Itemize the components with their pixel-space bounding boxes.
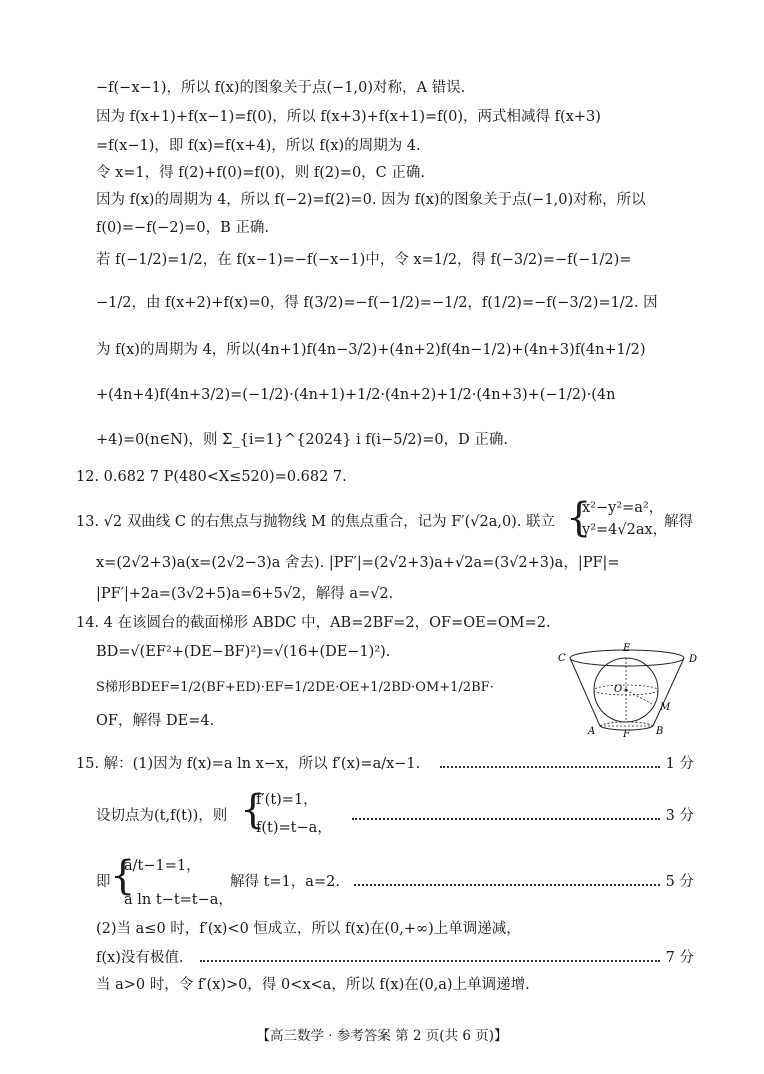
answer-15: 15. 解：(1)因为 f(x)=a ln x−x，所以 f′(x)=a/x−1. <box>76 756 421 772</box>
system-eq: a/t−1=1， <box>124 858 201 874</box>
answer-13: 13. √2 双曲线 C 的右焦点与抛物线 M 的焦点重合，记为 F′(√2a,0). 联立 <box>76 514 556 530</box>
text-line: 因为 f(x)的周期为 4，所以 f(−2)=f(2)=0. 因为 f(x)的图象关于点(−1,0)对称，所以 <box>96 192 646 208</box>
system-eq: y²=4√2ax， <box>582 522 668 538</box>
page-footer: 【高三数学 · 参考答案 第 2 页(共 6 页)】 <box>256 1028 508 1044</box>
text-line: =f(x−1)，即 f(x)=f(x+4)，所以 f(x)的周期为 4. <box>96 138 421 154</box>
score: 3 分 <box>665 808 694 824</box>
score: 7 分 <box>665 950 694 966</box>
system-brace: { <box>240 787 266 833</box>
dot-leader <box>440 766 660 768</box>
text-line: 因为 f(x+1)+f(x−1)=f(0)，所以 f(x+3)+f(x+1)=f(0)，两式相减得 f(x+3) <box>96 109 601 125</box>
text-line: 即 <box>96 874 111 890</box>
label-b: B <box>656 726 664 737</box>
system-eq: f(t)=t−a， <box>256 820 332 836</box>
frustum-figure <box>556 640 706 740</box>
answer-12: 12. 0.682 7 P(480<X≤520)=0.682 7. <box>76 469 347 485</box>
dot-leader <box>354 884 660 886</box>
text-line: 令 x=1，得 f(2)+f(0)=f(0)，则 f(2)=0，C 正确. <box>96 165 425 181</box>
text-line: +4)=0(n∈N)，则 Σ_{i=1}^{2024} i f(i−5/2)=0，D 正确. <box>96 432 508 448</box>
text-line: (2)当 a≤0 时，f′(x)<0 恒成立，所以 f(x)在(0,+∞)上单调递减， <box>96 921 521 937</box>
text-line: BD=√(EF²+(DE−BF)²)=√(16+(DE−1)²). <box>96 644 391 660</box>
text-line: |PF′|+2a=(3√2+5)a=6+5√2，解得 a=√2. <box>96 586 394 602</box>
text-line: 当 a>0 时，令 f′(x)>0，得 0<x<a，所以 f(x)在(0,a)上单调递增. <box>96 977 530 993</box>
text-line: OF，解得 DE=4. <box>96 713 215 729</box>
score: 5 分 <box>665 874 694 890</box>
text-line: S梯形BDEF=1/2(BF+ED)·EF=1/2DE·OE+1/2BD·OM+1/2BF· <box>96 680 494 695</box>
system-eq: f′(t)=1， <box>256 792 318 808</box>
text-line: x=(2√2+3)a(x=(2√2−3)a 舍去). |PF′|=(2√2+3)a+√2a=(3√2+3)a，|PF|= <box>96 555 620 571</box>
label-m: M <box>660 702 671 713</box>
system-eq: a ln t−t=t−a， <box>124 892 233 908</box>
text-line: 解得 <box>664 514 693 530</box>
dot-leader <box>352 818 660 820</box>
system-brace: { <box>566 495 592 541</box>
text-line: 解得 t=1，a=2. <box>230 874 340 890</box>
label-c: C <box>558 653 566 664</box>
dot-leader <box>200 960 660 962</box>
system-eq: x²−y²=a²， <box>582 500 664 516</box>
score: 1 分 <box>665 756 694 772</box>
label-e: E <box>623 643 631 654</box>
text-line: −f(−x−1)，所以 f(x)的图象关于点(−1,0)对称，A 错误. <box>96 80 466 96</box>
text-line: −1/2，由 f(x+2)+f(x)=0，得 f(3/2)=−f(−1/2)=−1/2，f(1/2)=−f(−3/2)=1/2. 因 <box>96 295 658 311</box>
text-line: 设切点为(t,f(t))，则 <box>96 808 228 824</box>
label-d: D <box>689 654 698 665</box>
text-line: f(0)=−f(−2)=0，B 正确. <box>96 220 270 236</box>
label-a: A <box>588 726 596 737</box>
text-line: 为 f(x)的周期为 4，所以(4n+1)f(4n−3/2)+(4n+2)f(4n−1/2)+(4n+3)f(4n+1/2) <box>96 342 646 358</box>
system-brace: { <box>110 853 136 899</box>
label-f: F <box>623 729 630 740</box>
text-line: f(x)没有极值. <box>96 950 184 966</box>
text-line: 若 f(−1/2)=1/2，在 f(x−1)=−f(−x−1)中，令 x=1/2，得 f(−3/2)=−f(−1/2)= <box>96 252 632 268</box>
label-o: O <box>614 684 623 695</box>
text-line: +(4n+4)f(4n+3/2)=(−1/2)·(4n+1)+1/2·(4n+2)+1/2·(4n+3)+(−1/2)·(4n <box>96 387 616 403</box>
answer-14: 14. 4 在该圆台的截面梯形 ABDC 中，AB=2BF=2，OF=OE=OM=2. <box>76 615 551 631</box>
